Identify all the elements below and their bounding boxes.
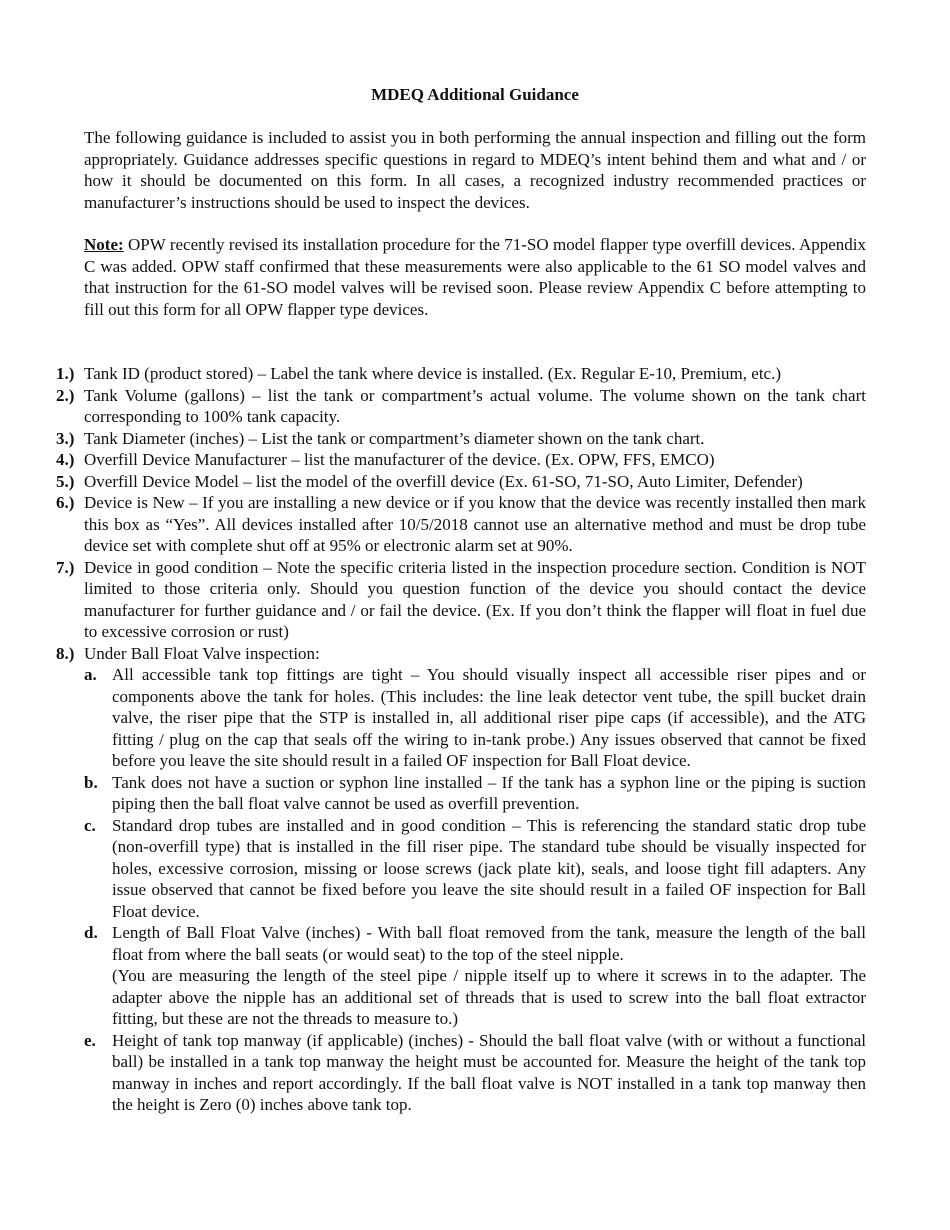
sub-item-text: Height of tank top manway (if applicable) (inches) - Should the ball float valve (with or without a functional ball) be installed in a tank top manway the height must be accounted for. Measure the height of the tank top manway in inches and report accordingly. If the ball float valve is NOT installed in a tank top manway then the height is Zero (0) inches above tank top. bbox=[112, 1030, 866, 1114]
sub-list-item bbox=[84, 922, 866, 1030]
note-paragraph bbox=[84, 234, 866, 320]
list-item bbox=[56, 643, 866, 665]
sub-item-letter: b. bbox=[84, 772, 98, 792]
guidance-list bbox=[56, 363, 866, 1116]
item-text: Under Ball Float Valve inspection: bbox=[84, 643, 320, 663]
list-item bbox=[56, 557, 866, 643]
sub-item-letter: c. bbox=[84, 815, 96, 835]
list-item bbox=[56, 363, 866, 385]
list-item bbox=[56, 385, 866, 428]
item-number: 7.) bbox=[56, 557, 75, 577]
item-text: Overfill Device Manufacturer – list the manufacturer of the device. (Ex. OPW, FFS, EMCO) bbox=[84, 450, 715, 469]
note-label: Note: bbox=[84, 235, 124, 254]
note-text: OPW recently revised its installation procedure for the 71-SO model flapper type overfill devices. Appendix C was added. OPW staff confirmed that these measurements were also applicable to the 61 SO model valves and that instruction for the 61-SO model valves will be revised soon. Please review Appendix C before attempting to fill out this form for all OPW flapper type devices. bbox=[84, 235, 866, 319]
item-number: 6.) bbox=[56, 493, 75, 512]
item-text: Tank ID (product stored) – Label the tank where device is installed. (Ex. Regular E-10, Premium, etc.) bbox=[84, 364, 781, 383]
item-number: 2.) bbox=[56, 385, 75, 405]
sub-item-letter: d. bbox=[84, 923, 98, 942]
sub-item-text: Length of Ball Float Valve (inches) - With ball float removed from the tank, measure the length of the ball float from where the ball seats (or would seat) to the top of the steel nipple. bbox=[112, 923, 866, 964]
sub-item-text: Standard drop tubes are installed and in good condition – This is referencing the standard static drop tube (non-overfill type) that is installed in the fill riser pipe. The standard tube should be visually inspected for holes, excessive corrosion, missing or loose screws (jack plate kit), seals, and loose tight fill adapters. Any issue observed that cannot be fixed before you leave the site should result in a failed OF inspection for Ball Float device. bbox=[112, 815, 866, 921]
sub-list-item bbox=[84, 664, 866, 772]
item-text: Tank Volume (gallons) – list the tank or compartment’s actual volume. The volume shown on the tank chart corresponding to 100% tank capacity. bbox=[84, 385, 866, 426]
item-number: 8.) bbox=[56, 643, 75, 663]
item-text: Tank Diameter (inches) – List the tank or compartment’s diameter shown on the tank chart. bbox=[84, 428, 705, 448]
sub-item-text: All accessible tank top fittings are tight – You should visually inspect all accessible riser pipes and or components above the tank for holes. (This includes: the line leak detector vent tube, the spill bucket drain valve, the riser pipe that the STP is installed in, all additional riser pipe caps (if accessible), and the ATG fitting / plug on the cap that seals off the wiring to in-tank probe.) Any issues observed that cannot be fixed before you leave the site should result in a failed OF inspection for Ball Float device. bbox=[112, 665, 866, 770]
intro-paragraph: The following guidance is included to assist you in both performing the annual inspection and filling out the form appropriately. Guidance addresses specific questions in regard to MDEQ’s intent behind them and what and / or how it should be documented on this form. In all cases, a recognized industry recommended practices or manufacturer’s instructions should be used to inspect the devices. bbox=[84, 128, 866, 212]
item-text: Device in good condition – Note the specific criteria listed in the inspection procedure section. Condition is NOT limited to those criteria only. Should you question function of the device you should contact the device manufacturer for further guidance and / or fail the device. (Ex. If you don’t think the flapper will float in fuel due to excessive corrosion or rust) bbox=[84, 557, 866, 641]
item-number: 1.) bbox=[56, 364, 75, 383]
list-item bbox=[56, 428, 866, 450]
sub-list-item bbox=[84, 772, 866, 815]
sub-item-note: (You are measuring the length of the steel pipe / nipple itself up to where it screws in to the adapter. The adapter above the nipple has an additional set of threads that is used to screw into the ball float extractor fitting, but these are not the threads to measure to.) bbox=[112, 966, 866, 1028]
ball-float-sublist bbox=[84, 664, 866, 1116]
sub-item-body bbox=[112, 922, 866, 1030]
list-item bbox=[56, 449, 866, 471]
item-number: 4.) bbox=[56, 450, 75, 469]
sub-list-item bbox=[84, 815, 866, 923]
list-item bbox=[56, 471, 866, 493]
sub-item-text: Tank does not have a suction or syphon line installed – If the tank has a syphon line or the piping is suction piping then the ball float valve cannot be used as overfill prevention. bbox=[112, 772, 866, 813]
item-number: 5.) bbox=[56, 471, 75, 491]
sub-item-letter: a. bbox=[84, 665, 97, 684]
sub-item-letter: e. bbox=[84, 1030, 96, 1050]
item-number: 3.) bbox=[56, 428, 75, 448]
page-title: MDEQ Additional Guidance bbox=[371, 85, 579, 104]
item-text: Overfill Device Model – list the model of the overfill device (Ex. 61-SO, 71-SO, Auto Limiter, Defender) bbox=[84, 471, 803, 491]
list-item bbox=[56, 492, 866, 557]
sub-list-item bbox=[84, 1030, 866, 1116]
item-text: Device is New – If you are installing a new device or if you know that the device was recently installed then mark this box as “Yes”. All devices installed after 10/5/2018 cannot use an alternative method and must be drop tube device set with complete shut off at 95% or electronic alarm set at 90%. bbox=[84, 493, 866, 555]
